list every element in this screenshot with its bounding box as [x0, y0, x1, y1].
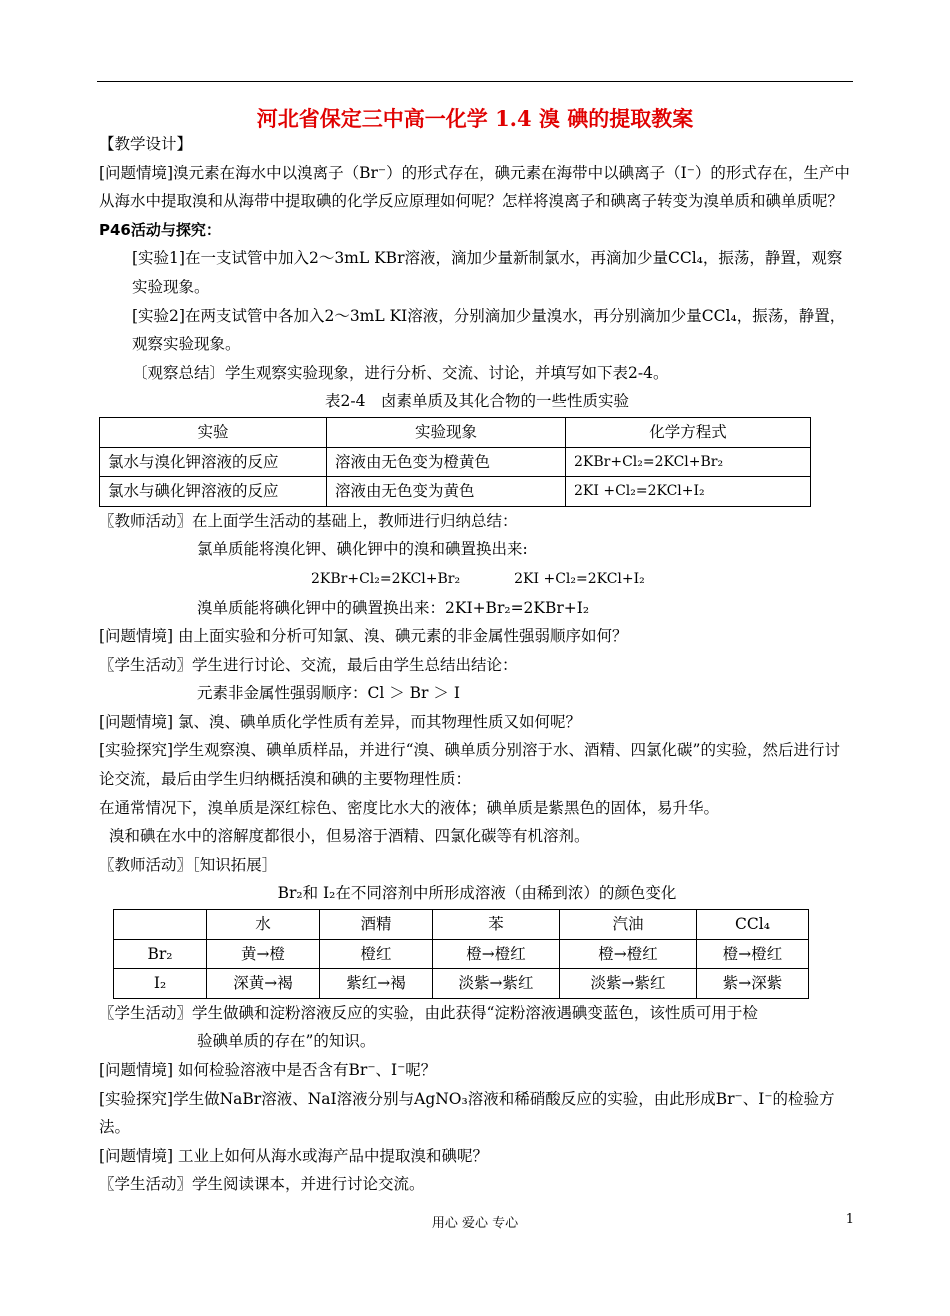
table-cell: 紫红→褐 — [320, 969, 433, 999]
document-title: 河北省保定三中高一化学 1.4 溴 碘的提取教案 — [256, 106, 694, 131]
table-cell: 橙→橙红 — [560, 939, 697, 969]
table-cell: 橙→橙红 — [697, 939, 809, 969]
table-cell: 氯水与碘化钾溶液的反应 — [100, 477, 327, 507]
experiment-explore-2: [实验探究]学生做NaBr溶液、NaI溶液分别与AgNO₃溶液和稀硝酸反应的实验，由此形成Br⁻、I⁻的检验方法。 — [99, 1089, 835, 1137]
physical-properties-1: 在通常情况下，溴单质是深红棕色、密度比水大的液体；碘单质是紫黑色的固体，易升华。 — [99, 798, 720, 817]
table-header-cell: CCl₄ — [697, 910, 809, 940]
table-row — [114, 969, 809, 999]
table2-caption: Br₂和 I₂在不同溶剂中所形成溶液（由稀到浓）的颜色变化 — [277, 884, 677, 903]
table-cell: 2KBr+Cl₂=2KCl+Br₂ — [566, 447, 811, 477]
table-header-cell: 汽油 — [560, 910, 697, 940]
footer-motto: 用心 爱心 专心 — [431, 1216, 519, 1231]
table-cell: I₂ — [114, 969, 207, 999]
table-header-cell: 实验现象 — [327, 417, 566, 447]
experiment-1: [实验1]在一支试管中加入2～3mL KBr溶液，滴加少量新制氯水，再滴加少量CCl₄，振荡，静置，观察实验现象。 — [132, 249, 843, 296]
table-cell: 橙→橙红 — [433, 939, 560, 969]
observation-summary: 〔观察总结〕学生观察实验现象，进行分析、交流、讨论，并填写如下表2-4。 — [132, 363, 669, 382]
table-header-cell: 水 — [207, 910, 320, 940]
table-header-row — [100, 417, 811, 447]
teacher-summary-line-1: 氯单质能将溴化钾、碘化钾中的溴和碘置换出来: — [197, 540, 528, 559]
table-cell: 淡紫→紫红 — [433, 969, 560, 999]
table-row — [114, 939, 809, 969]
equation-2: 2KI +Cl₂=2KCl+I₂ — [514, 570, 645, 587]
physical-properties-2: 溴和碘在水中的溶解度都很小，但易溶于酒精、四氯化碳等有机溶剂。 — [109, 827, 590, 846]
table-cell: 黄→橙 — [207, 939, 320, 969]
document-body — [99, 130, 855, 1199]
equation-1: 2KBr+Cl₂=2KCl+Br₂ — [311, 570, 461, 587]
table-header-cell: 酒精 — [320, 910, 433, 940]
table-header-cell: 实验 — [100, 417, 327, 447]
table-cell: 紫→深紫 — [697, 969, 809, 999]
activity-heading: P46活动与探究： — [99, 220, 221, 239]
table1-caption: 表2-4 卤素单质及其化合物的一些性质实验 — [325, 392, 629, 411]
experiment-2: [实验2]在两支试管中各加入2～3mL KI溶液，分别滴加少量溴水，再分别滴加少量CCl₄，振荡，静置，观察实验现象。 — [132, 306, 846, 354]
problem-2: [问题情境] 由上面实验和分析可知氯、溴、碘元素的非金属性强弱顺序如何？ — [99, 627, 628, 646]
table-cell: 溶液由无色变为橙黄色 — [327, 447, 566, 477]
solvent-color-table — [113, 909, 809, 999]
table-row — [100, 477, 811, 507]
page-number: 1 — [845, 1212, 854, 1227]
table-cell: 溶液由无色变为黄色 — [327, 477, 566, 507]
equation-line — [99, 564, 855, 594]
table-header-cell: 苯 — [433, 910, 560, 940]
table-row — [100, 447, 811, 477]
table-header-row — [114, 910, 809, 940]
table-cell: 深黄→褐 — [207, 969, 320, 999]
student-activity-2: 〖学生活动〗学生做碘和淀粉溶液反应的实验，由此获得“淀粉溶液遇碘变蓝色，该性质可用于检 — [99, 1003, 758, 1022]
table-cell: 橙红 — [320, 939, 433, 969]
header-rule — [97, 81, 853, 82]
teacher-activity-2: 〖教师活动〗［知识拓展］ — [99, 855, 278, 874]
table-cell: 2KI +Cl₂=2KCl+I₂ — [566, 477, 811, 507]
student-activity-3: 〖学生活动〗学生阅读课本，并进行讨论交流。 — [99, 1175, 425, 1194]
table-cell: Br₂ — [114, 939, 207, 969]
paragraph-problem-1: [问题情境]溴元素在海水中以溴离子（Br⁻）的形式存在，碘元素在海带中以碘离子（I⁻）的形式存在，生产中从海水中提取溴和从海带中提取碘的化学反应原理如何呢？怎样将溴离子和碘离子转变为溴单质和碘单质呢？ — [99, 163, 850, 211]
table-cell: 氯水与溴化钾溶液的反应 — [100, 447, 327, 477]
problem-3: [问题情境] 氯、溴、碘单质化学性质有差异，而其物理性质又如何呢？ — [99, 712, 582, 731]
halogen-reaction-table — [99, 417, 811, 507]
nonmetal-order-conclusion: 元素非金属性强弱顺序：Cl ＞ Br ＞ I — [197, 684, 460, 703]
problem-5: [问题情境] 工业上如何从海水或海产品中提取溴和碘呢？ — [99, 1146, 489, 1165]
teacher-summary-line-3: 溴单质能将碘化钾中的碘置换出来：2KI+Br₂=2KBr+I₂ — [197, 598, 590, 617]
teacher-activity-1: 〖教师活动〗在上面学生活动的基础上，教师进行归纳总结： — [99, 511, 518, 530]
table-header-cell: 化学方程式 — [566, 417, 811, 447]
student-activity-2-continued: 验碘单质的存在”的知识。 — [197, 1032, 376, 1051]
section-heading: 【教学设计】 — [99, 135, 193, 153]
problem-4: [问题情境] 如何检验溶液中是否含有Br⁻、I⁻呢？ — [99, 1061, 437, 1079]
table-header-cell — [114, 910, 207, 940]
student-activity-1: 〖学生活动〗学生进行讨论、交流，最后由学生总结出结论： — [99, 655, 518, 674]
experiment-explore-1: [实验探究]学生观察溴、碘单质样品，并进行“溴、碘单质分别溶于水、酒精、四氯化碳”的实验，然后进行讨论交流，最后由学生归纳概括溴和碘的主要物理性质： — [99, 741, 840, 789]
table-cell: 淡紫→紫红 — [560, 969, 697, 999]
